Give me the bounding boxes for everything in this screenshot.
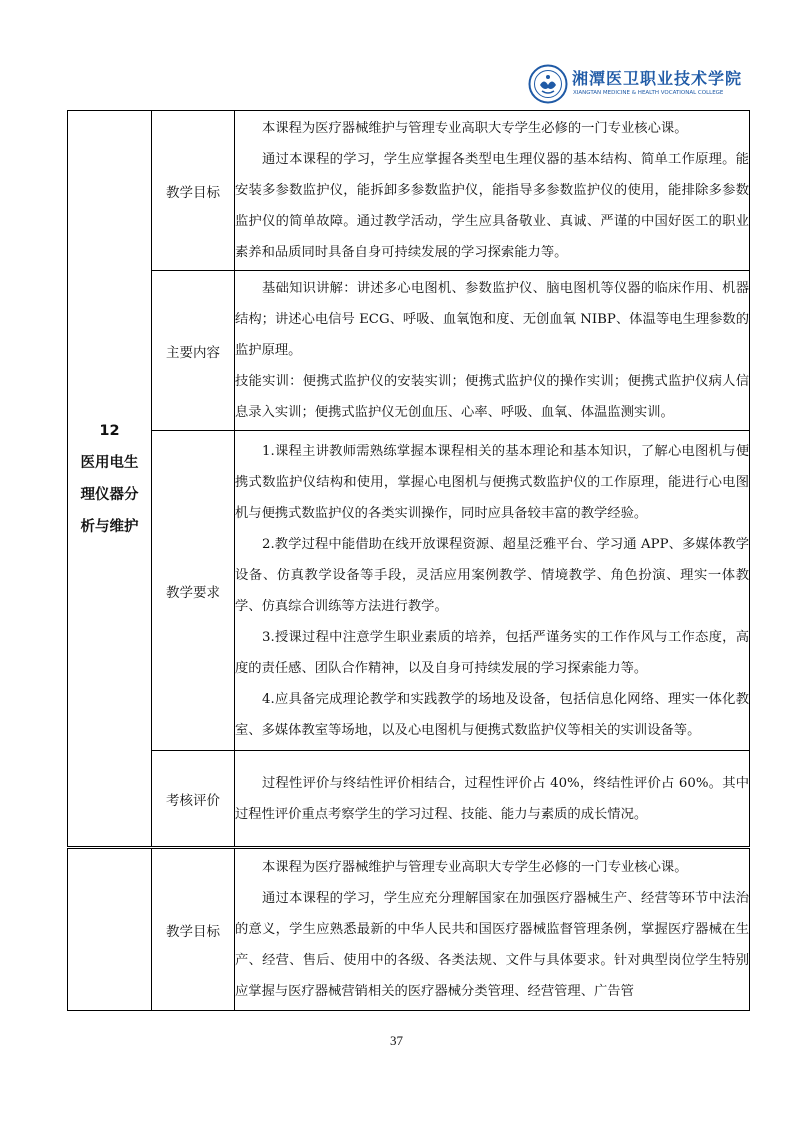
row-label: 教学要求 [152, 431, 235, 751]
paragraph: 1.课程主讲教师需熟练掌握本课程相关的基本理论和基本知识，了解心电图机与便携式数监护仪结构和使用，掌握心电图机与便携式数监护仪的工作原理，能进行心电图机与便携式数监护仪的各类实训操作，同时应具备较丰富的教学经验。 [235, 443, 749, 521]
paragraph: 3.授课过程中注意学生职业素质的培养，包括严谨务实的工作作风与工作态度，高度的责任感、团队合作精神，以及自身可持续发展的学习探索能力等。 [235, 629, 749, 676]
paragraph: 通过本课程的学习，学生应充分理解国家在加强医疗器械生产、经营等环节中法治的意义，学生应熟悉最新的中华人民共和国医疗器械监督管理条例，掌握医疗器械在生产、经营、售后、使用中的各级、各类法规、文件与具体要求。针对典型岗位学生特别应掌握与医疗器械营销相关的医疗器械分类管理、经营管理、广告管 [235, 891, 749, 999]
row-label: 教学目标 [152, 849, 235, 1011]
row-content [235, 271, 750, 431]
course-table-next [67, 848, 750, 1011]
paragraph: 本课程为医疗器械维护与管理专业高职大专学生必修的一门专业核心课。 [262, 860, 688, 875]
course-number: 12 [99, 422, 120, 439]
row-content [235, 751, 750, 847]
row-label: 教学目标 [152, 111, 235, 271]
row-content [235, 849, 750, 1011]
table-row [68, 849, 750, 1011]
page-number: 37 [390, 1033, 403, 1048]
row-content [235, 431, 750, 751]
paragraph: 通过本课程的学习，学生应掌握各类型电生理仪器的基本结构、简单工作原理。能安装多参数监护仪，能拆卸多参数监护仪，能指导多参数监护仪的使用，能排除多参数监护仪的简单故障。通过教学活动，学生应具备敬业、真诚、严谨的中国好医工的职业素养和品质同时具备自身可持续发展的学习探索能力等。 [235, 152, 749, 260]
row-label: 主要内容 [152, 271, 235, 431]
table-row [68, 751, 750, 847]
table-row [68, 271, 750, 431]
row-content [235, 111, 750, 271]
course-cell [68, 111, 152, 847]
paragraph: 本课程为医疗器械维护与管理专业高职大专学生必修的一门专业核心课。 [262, 121, 688, 136]
paragraph: 4.应具备完成理论教学和实践教学的场地及设备，包括信息化网络、理实一体化教室、多媒体教室等场地，以及心电图机与便携式数监护仪等相关的实训设备等。 [235, 691, 749, 738]
row-label: 考核评价 [152, 751, 235, 847]
school-name-en: XIANGTAN MEDICINE & HEALTH VOCATIONAL COLLEGE [573, 90, 724, 96]
course-name: 医用电生理仪器分析与维护 [80, 454, 139, 535]
paragraph: 过程性评价与终结性评价相结合，过程性评价占 40%，终结性评价占 60%。其中过程性评价重点考察学生的学习过程、技能、能力与素质的成长情况。 [235, 775, 749, 822]
paragraph: 技能实训：便携式监护仪的安装实训；便携式监护仪的操作实训；便携式监护仪病人信息录入实训；便携式监护仪无创血压、心率、呼吸、血氧、体温监测实训。 [235, 374, 749, 420]
paragraph: 2.教学过程中能借助在线开放课程资源、超星泛雅平台、学习通 APP、多媒体教学设备、仿真教学设备等手段，灵活应用案例教学、情境教学、角色扮演、理实一体教学、仿真综合训练等方法进行教学。 [235, 536, 749, 614]
table-row [68, 431, 750, 751]
paragraph: 基础知识讲解：讲述多心电图机、参数监护仪、脑电图机等仪器的临床作用、机器结构；讲述心电信号 ECG、呼吸、血氧饱和度、无创血氧 NIBP、体温等电生理参数的监护原理。 [235, 281, 749, 358]
school-emblem-icon [528, 64, 568, 104]
table-row [68, 111, 750, 271]
course-cell [68, 849, 152, 1011]
course-table-12 [67, 110, 750, 847]
school-name: 湘潭医卫职业技术学院 [572, 69, 743, 88]
school-logo [528, 64, 750, 108]
